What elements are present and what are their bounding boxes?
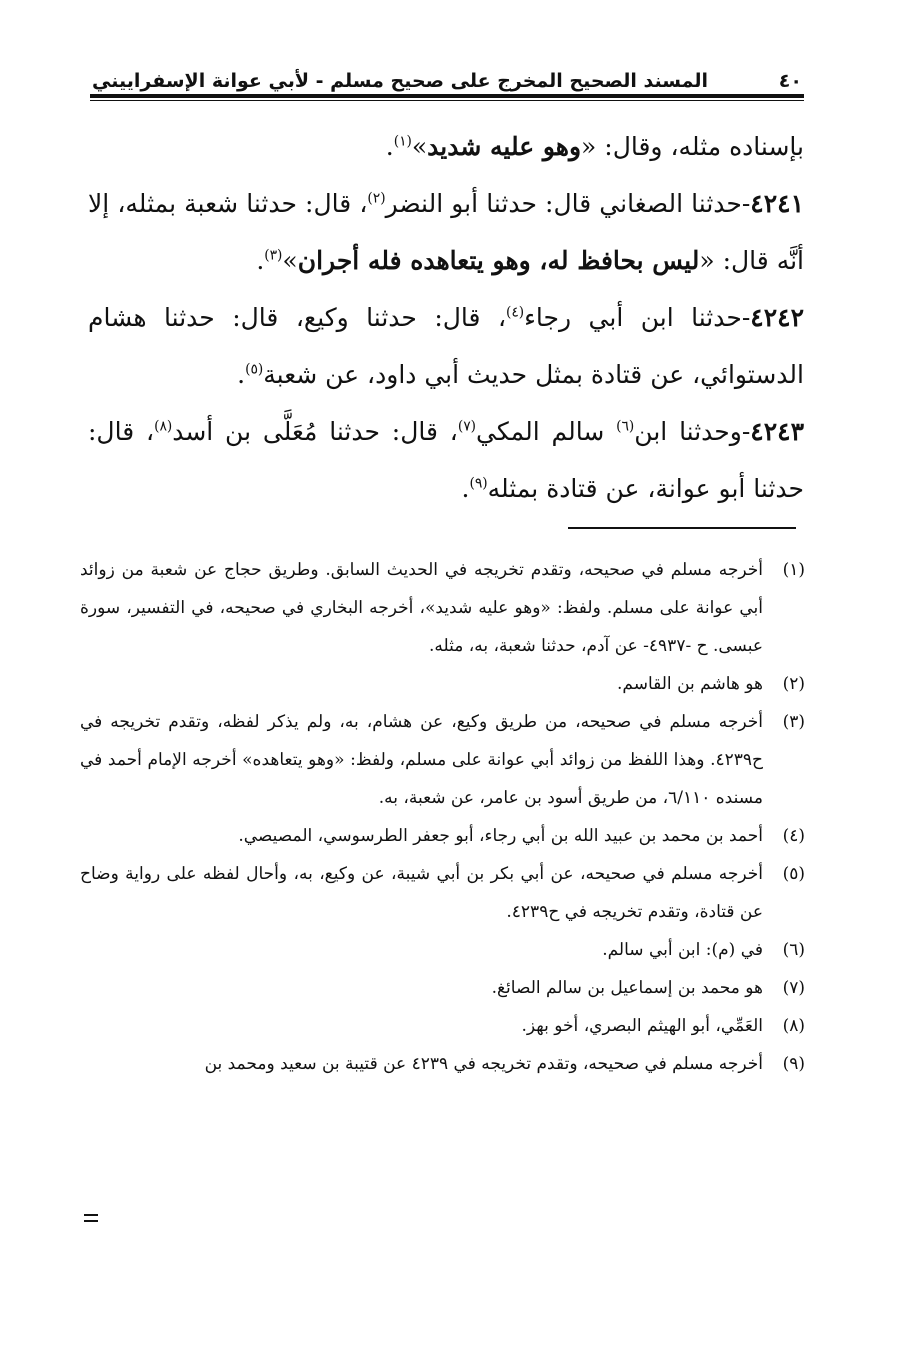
footnote-ref: (٣) <box>264 247 283 264</box>
footnote <box>80 703 805 817</box>
footnote-number: (٣) <box>782 712 805 732</box>
hadith-number: ٤٢٤١ <box>750 189 805 218</box>
hadith-4241 <box>88 175 804 289</box>
footnote-text: هو هاشم بن القاسم. <box>617 674 763 694</box>
text-run: سالم المكي <box>476 417 617 446</box>
footnote-number: (٢) <box>782 674 805 694</box>
footnote-text: أحمد بن محمد بن عبيد الله بن أبي رجاء، أبو جعفر الطرسوسي، المصيصي. <box>238 826 763 846</box>
footnote-ref: (٦) <box>616 418 635 435</box>
header-rule-thin <box>90 100 804 101</box>
footnote <box>80 1007 805 1045</box>
footnote <box>80 931 805 969</box>
running-header <box>92 62 802 92</box>
hadith-4243 <box>88 403 804 517</box>
footnotes <box>80 551 805 1083</box>
footnote-text: أخرجه مسلم في صحيحه، وتقدم تخريجه في ٤٢٣٩ عن قتيبة بن سعيد ومحمد بن <box>204 1054 763 1074</box>
footnote-number: (٦) <box>782 940 805 960</box>
footnote-number: (١) <box>782 560 805 580</box>
footnote-ref: (٩) <box>469 475 488 492</box>
footnote-text: أخرجه مسلم في صحيحه، وتقدم تخريجه في الحديث السابق. وطريق حجاج عن شعبة من زوائد أبي عوانة على مسلم. ولفظ: «وهو عليه شديد»، أخرجه البخاري في صحيحه، في التفسير، سورة عبسى. ح -٤٩٣٧- عن آدم، حدثنا شعبة، به، مثله. <box>80 560 763 656</box>
text-run: ، قال: حدثنا أبو عوانة، عن قتادة بمثله <box>88 417 804 503</box>
footnote-number: (٩) <box>782 1054 805 1074</box>
footnote <box>80 817 805 855</box>
footnote-text: العَمِّي، أبو الهيثم البصري، أخو بهز. <box>521 1016 763 1036</box>
text-run: » <box>282 246 298 275</box>
page-number: ٤٠ <box>778 70 802 92</box>
hadith-number: ٤٢٤٢ <box>750 303 804 332</box>
text-run: . <box>237 360 246 389</box>
text-run: ، قال: حدثنا شعبة بمثله، إلا أنَّه قال: « <box>88 189 804 275</box>
footnote <box>80 551 805 665</box>
hadith-4242 <box>88 289 804 403</box>
footnote-text: أخرجه مسلم في صحيحه، من طريق وكيع، عن هشام، به، ولم يذكر لفظه، وتقدم تخريجه في ح٤٢٣٩. وهذا اللفظ من زوائد أبي عوانة على مسلم، ولفظ: «وهو يتعاهده» أخرجه الإمام أحمد في مسنده ٦/١١٠، من طريق أسود بن عامر، عن شعبة، به. <box>80 712 763 808</box>
footnote-ref: (٥) <box>245 361 264 378</box>
book-title: المسند الصحيح المخرج على صحيح مسلم - لأبي عوانة الإسفراييني <box>92 70 708 92</box>
footnote <box>80 1045 805 1083</box>
footnote-number: (٨) <box>782 1016 805 1036</box>
continuation-paragraph <box>88 118 804 175</box>
footnote-ref: (١) <box>393 133 412 150</box>
footnote-separator <box>568 527 796 529</box>
footnote-text: في (م): ابن أبي سالم. <box>602 940 763 960</box>
footnote <box>80 855 805 931</box>
footnote-number: (٤) <box>782 826 805 846</box>
text-run: » <box>411 132 428 161</box>
main-text <box>88 118 804 517</box>
continuation-mark <box>84 1214 98 1222</box>
text-run: -وحدثنا ابن <box>634 417 751 446</box>
text-run: -حدثنا الصغاني قال: حدثنا أبو النضر <box>385 189 751 218</box>
footnote-text: هو محمد بن إسماعيل بن سالم الصائغ. <box>491 978 763 998</box>
footnote-ref: (٤) <box>506 304 525 321</box>
footnote <box>80 969 805 1007</box>
text-run: ، قال: حدثنا مُعَلَّى بن أسد <box>172 417 458 446</box>
footnote-number: (٥) <box>782 864 805 884</box>
text-run: . <box>461 474 470 503</box>
quoted-wording: ليس بحافظ له، وهو يتعاهده فله أجران <box>297 246 700 275</box>
quoted-wording: وهو عليه شديد <box>427 132 582 161</box>
footnote-ref: (٢) <box>367 190 386 207</box>
text-run: . <box>385 132 394 161</box>
footnote-text: أخرجه مسلم في صحيحه، عن أبي بكر بن أبي شيبة، عن وكيع، به، وأحال لفظه على رواية وضاح عن قتادة، وتقدم تخريجه في ح٤٢٣٩. <box>80 864 763 922</box>
footnote-ref: (٧) <box>457 418 476 435</box>
hadith-number: ٤٢٤٣ <box>750 417 804 446</box>
footnote <box>80 665 805 703</box>
text-run: . <box>256 246 265 275</box>
footnote-number: (٧) <box>782 978 805 998</box>
header-rule-thick <box>90 94 804 98</box>
text-run: -حدثنا ابن أبي رجاء <box>524 303 751 332</box>
footnote-ref: (٨) <box>154 418 173 435</box>
text-run: بإسناده مثله، وقال: « <box>581 132 804 161</box>
text-run: ، قال: حدثنا وكيع، قال: حدثنا هشام الدستوائي، عن قتادة بمثل حديث أبي داود، عن شعبة <box>88 303 804 389</box>
